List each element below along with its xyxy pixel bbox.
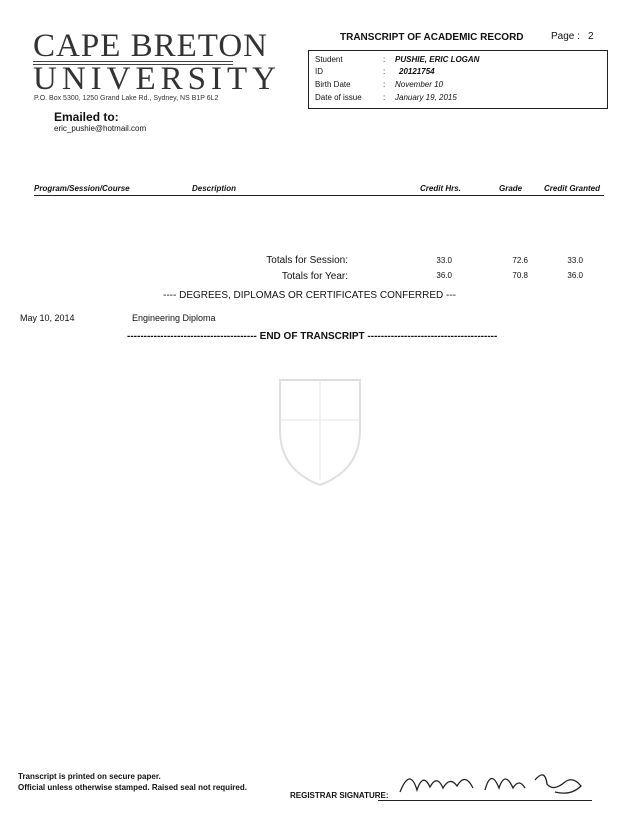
degree-date: May 10, 2014 xyxy=(20,313,75,323)
student-id: 20121754 xyxy=(399,67,435,76)
student-name: PUSHIE, ERIC LOGAN xyxy=(395,55,480,64)
birth-separator: : xyxy=(383,80,386,89)
footer-official-note: Official unless otherwise stamped. Raised seal not required. xyxy=(18,783,247,792)
totals-session-label: Totals for Session: xyxy=(266,255,348,266)
col-credit-hrs: Credit Hrs. xyxy=(420,184,461,193)
transcript-title: TRANSCRIPT OF ACADEMIC RECORD xyxy=(340,32,524,43)
col-program: Program/Session/Course xyxy=(34,184,130,193)
student-separator: : xyxy=(383,55,386,64)
issue-date-label: Date of issue xyxy=(315,93,362,102)
totals-session-credit-granted: 33.0 xyxy=(567,256,583,265)
registrar-signature xyxy=(395,762,595,802)
page-number: 2 xyxy=(588,31,594,42)
university-name-line2: UNIVERSITY xyxy=(33,61,281,97)
page-label: Page : xyxy=(551,31,580,42)
col-credit-granted: Credit Granted xyxy=(544,184,601,193)
totals-year-credit-hrs: 36.0 xyxy=(436,271,452,280)
registrar-signature-label: REGISTRAR SIGNATURE: xyxy=(290,791,389,800)
column-header-rule xyxy=(34,195,604,196)
totals-year-credit-granted: 36.0 xyxy=(567,271,583,280)
emailed-to-label: Emailed to: xyxy=(54,110,119,124)
degrees-heading: ---- DEGREES, DIPLOMAS OR CERTIFICATES CONFERRED --- xyxy=(163,290,456,301)
student-label: Student xyxy=(315,55,343,64)
crest-watermark xyxy=(250,350,390,490)
issue-separator: : xyxy=(383,93,386,102)
university-name-line1: CAPE BRETON xyxy=(33,28,269,64)
totals-session-grade: 72.6 xyxy=(512,256,528,265)
degree-description: Engineering Diploma xyxy=(132,313,216,323)
col-grade: Grade xyxy=(499,184,523,193)
id-separator: : xyxy=(383,67,386,76)
totals-year-grade: 70.8 xyxy=(512,271,528,280)
emailed-to-address: eric_pushie@hotmail.com xyxy=(54,124,147,133)
col-description: Description xyxy=(192,184,237,193)
end-of-transcript: --------------------------------------- END OF TRANSCRIPT --------------------------------------- xyxy=(127,331,498,342)
totals-session-credit-hrs: 33.0 xyxy=(436,256,452,265)
totals-year-label: Totals for Year: xyxy=(281,271,348,282)
issue-date: January 19, 2015 xyxy=(395,93,457,102)
birth-date-label: Birth Date xyxy=(315,80,351,89)
university-address: P.O. Box 5300, 1250 Grand Lake Rd., Sydney, NS B1P 6L2 xyxy=(34,95,219,102)
birth-date: November 10 xyxy=(395,80,444,89)
footer-secure-paper: Transcript is printed on secure paper. xyxy=(18,772,161,781)
id-label: ID xyxy=(315,67,323,76)
student-info-box xyxy=(308,50,608,109)
